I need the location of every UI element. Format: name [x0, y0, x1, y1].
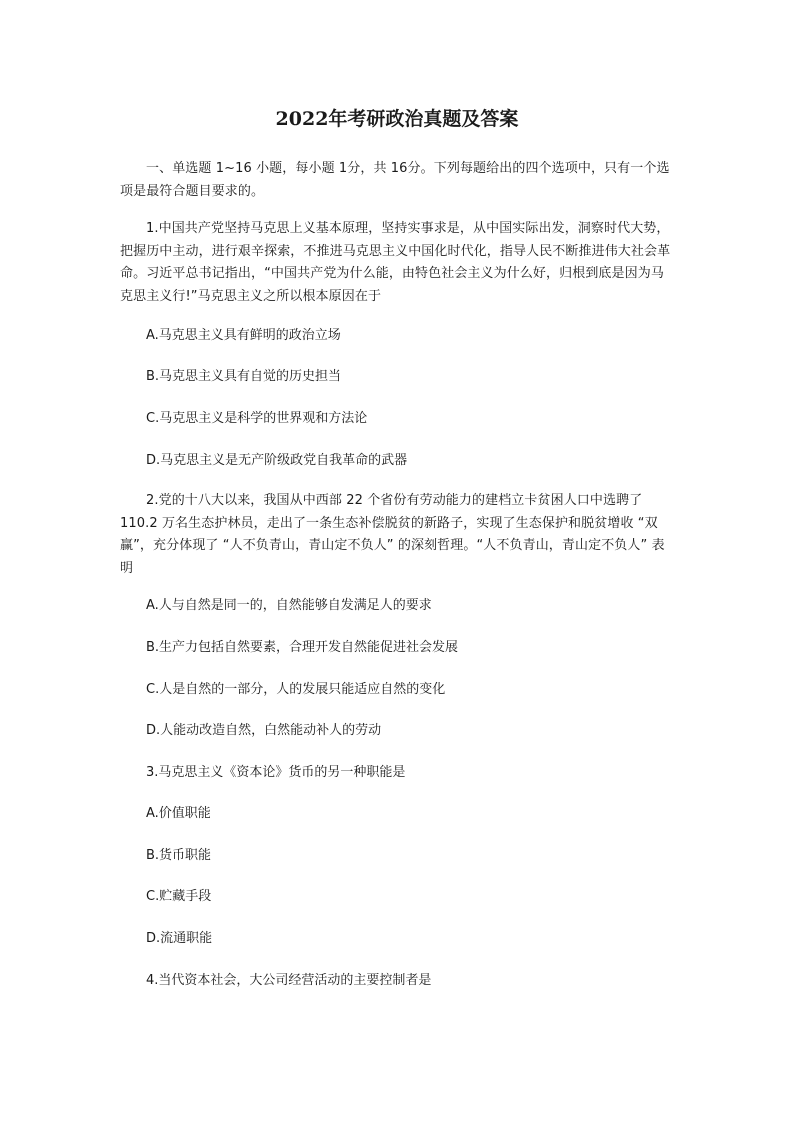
question-2-option-c: C.人是自然的一部分，人的发展只能适应自然的变化	[146, 682, 446, 697]
question-4-stem: 4.当代资本社会，大公司经营活动的主要控制者是	[146, 973, 432, 988]
question-3-option-d: D.流通职能	[146, 931, 213, 946]
question-1-option-b: B.马克思主义具有自觉的历史担当	[146, 369, 342, 384]
document-title: 2022年考研政治真题及答案	[275, 108, 519, 130]
section-intro: 一、单选题 1~16 小题，每小题 1分，共 16分。下列每题给出的四个选项中，只有一个选项是最符合题目要求的。	[120, 161, 670, 199]
question-3-option-a: A.价值职能	[146, 806, 211, 821]
question-1-option-c: C.马克思主义是科学的世界观和方法论	[146, 411, 368, 426]
question-2-option-a: A.人与自然是同一的，自然能够自发满足人的要求	[146, 598, 432, 613]
question-1-option-d: D.马克思主义是无产阶级政党自我革命的武器	[146, 453, 408, 468]
question-2-option-d: D.人能动改造自然，白然能动补人的劳动	[146, 723, 382, 738]
question-1-stem: 1.中国共产党坚持马克思上义基本原理，坚持实事求是，从中国实际出发，洞察时代大势，把握历中主动，进行艰辛探索，不推进马克思主义中国化时代化，指导人民不断推进伟大社会革命。习近平总书记指出，“中国共产党为什么能，由特色社会主义为什么好，归根到底是因为马克思主义行!”马克思主义之所以根本原因在于	[120, 221, 671, 304]
question-1-option-a: A.马克思主义具有鲜明的政治立场	[146, 328, 341, 343]
question-2-stem: 2.党的十八大以来，我国从中西部 22 个省份有劳动能力的建档立卡贫困人口中选聘了 110.2 万名生态护林员，走出了一条生态补偿脱贫的新路子，实现了生态保护和脱贫增收 “双赢”，充分体现了 “人不负青山，青山定不负人” 的深刻哲理。“人不负青山，青山定不负人” 表明	[120, 493, 665, 576]
question-2-option-b: B.生产力包括自然要素，合理开发自然能促进社会发展	[146, 640, 459, 655]
question-3-option-b: B.货币职能	[146, 848, 212, 863]
question-3-stem: 3.马克思主义《资本论》货币的另一种职能是	[146, 765, 406, 780]
question-3-option-c: C.贮藏手段	[146, 889, 212, 904]
